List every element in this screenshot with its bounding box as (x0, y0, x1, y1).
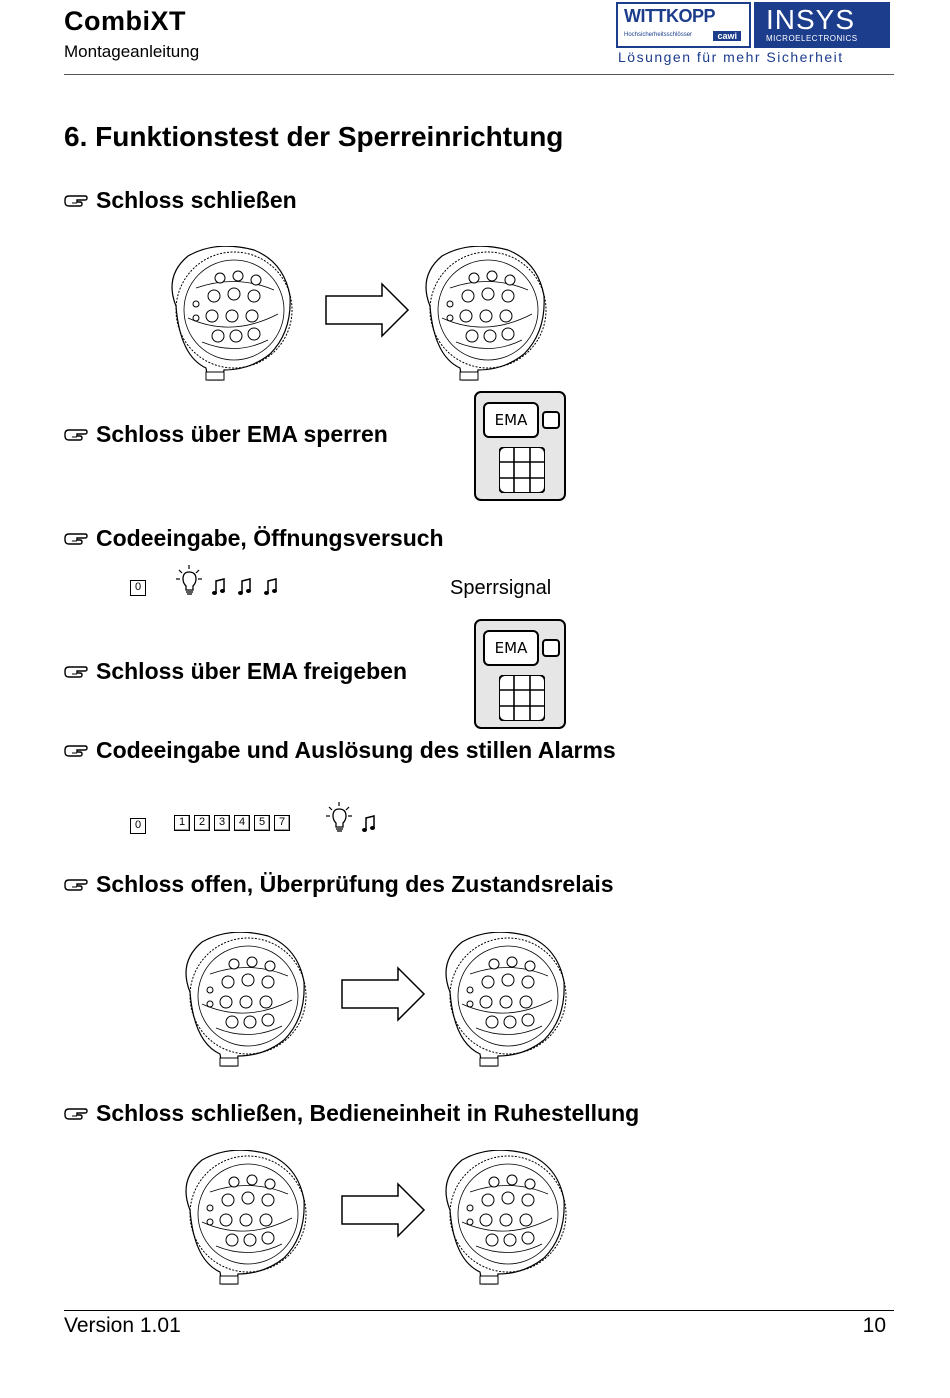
pointing-hand-icon (64, 193, 88, 209)
lightbulb-icon (174, 563, 204, 597)
keypad-lock-icon (166, 246, 302, 386)
ema-keypad-device (474, 619, 566, 729)
document-brand: CombiXT (64, 6, 186, 36)
code-key: 5 (254, 815, 270, 831)
step-release-via-ema (64, 658, 407, 685)
code-key: 4 (234, 815, 250, 831)
footer-divider (64, 1310, 894, 1311)
company-logo (616, 2, 890, 64)
keypad-lock-icon (420, 246, 556, 386)
step-silent-alarm (64, 737, 616, 764)
code-key: 7 (274, 815, 290, 831)
alarm-code-keys (174, 815, 290, 831)
pointing-hand-icon (64, 427, 88, 443)
step-close-lock (64, 187, 297, 214)
code-key: 2 (194, 815, 210, 831)
step-label: Schloss über EMA freigeben (96, 658, 407, 684)
document-subtitle: Montageanleitung (64, 42, 200, 61)
keypad-lock-icon (180, 1150, 316, 1290)
wittkopp-logo-text: WITTKOPP (624, 6, 715, 26)
logo-tagline: Lösungen für mehr Sicherheit (618, 49, 844, 65)
pointing-hand-icon (64, 743, 88, 759)
step-lock-open-relay-check (64, 871, 614, 898)
header-divider (64, 74, 894, 75)
signal-key (130, 577, 146, 596)
code-key: 3 (214, 815, 230, 831)
code-key: 1 (174, 815, 190, 831)
keypad-lock-icon (180, 932, 316, 1072)
wittkopp-logo (616, 2, 751, 48)
lock-signal-label: Sperrsignal (450, 577, 552, 599)
page-number: 10 (862, 1314, 886, 1337)
keypad-lock-icon (440, 932, 576, 1072)
music-note-icon (264, 578, 280, 596)
step-label: Schloss offen, Überprüfung des Zustandsrelais (96, 871, 614, 897)
arrow-right-icon (340, 1182, 430, 1240)
ema-keypad-device (474, 391, 566, 501)
arrow-right-icon (324, 282, 414, 340)
step-close-lock-idle (64, 1100, 639, 1127)
music-note-icon (362, 815, 378, 833)
step-label: Schloss schließen, Bedieneinheit in Ruhestellung (96, 1100, 640, 1126)
arrow-right-icon (340, 966, 430, 1024)
music-note-icon (212, 578, 228, 596)
cawi-logo-text: cawi (713, 31, 741, 41)
pointing-hand-icon (64, 664, 88, 680)
step-label: Schloss schließen (96, 187, 297, 213)
step-lock-via-ema (64, 421, 388, 448)
pointing-hand-icon (64, 877, 88, 893)
keypad-grid-icon (499, 447, 545, 493)
step-code-entry-attempt (64, 525, 444, 552)
insys-logo-subtext: MICROELECTRONICS (766, 34, 858, 43)
step-label: Codeeingabe, Öffnungsversuch (96, 525, 444, 551)
pointing-hand-icon (64, 1106, 88, 1122)
ema-display: EMA (483, 630, 539, 666)
key-zero: 0 (130, 580, 146, 596)
ema-button (542, 411, 560, 429)
music-note-icon (238, 578, 254, 596)
insys-logo-text: INSYS (766, 4, 856, 35)
document-version: Version 1.01 (64, 1314, 181, 1337)
key-zero: 0 (130, 818, 146, 834)
insys-logo (754, 2, 890, 48)
step-label: Schloss über EMA sperren (96, 421, 388, 447)
wittkopp-logo-subtext: Hochsicherheitsschlösser (624, 32, 693, 38)
keypad-grid-icon (499, 675, 545, 721)
pointing-hand-icon (64, 531, 88, 547)
ema-button (542, 639, 560, 657)
section-title: 6. Funktionstest der Sperreinrichtung (64, 121, 564, 152)
alarm-first-key (130, 815, 146, 834)
keypad-lock-icon (440, 1150, 576, 1290)
lightbulb-icon (324, 800, 354, 834)
ema-display: EMA (483, 402, 539, 438)
step-label: Codeeingabe und Auslösung des stillen Alarms (96, 737, 616, 763)
